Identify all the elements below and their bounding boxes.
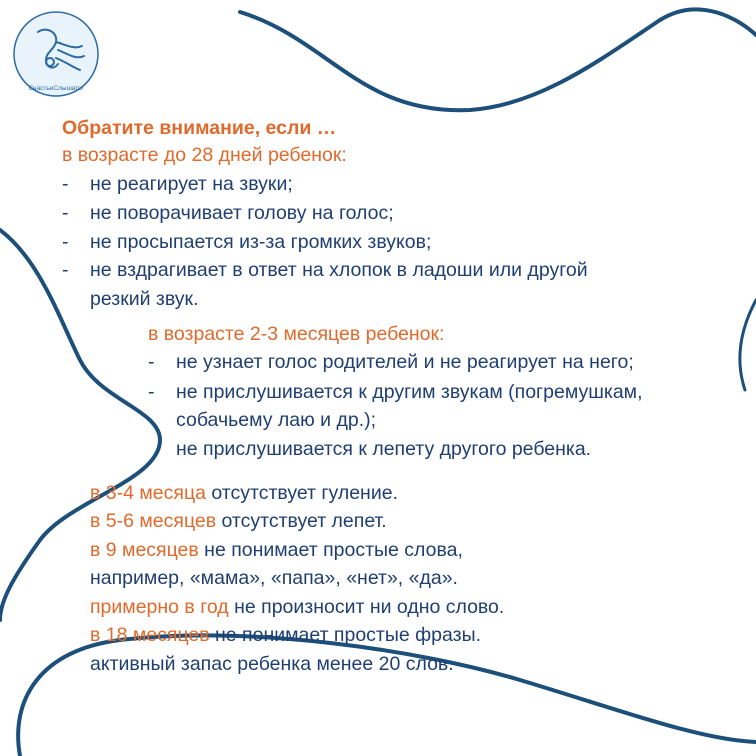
milestone-text: не понимает простые фразы.	[209, 624, 482, 646]
milestone-line	[90, 566, 458, 590]
section2-item: собачьему лаю и др.);	[176, 409, 377, 431]
list-dash: -	[62, 202, 69, 224]
section2-item: не прислушивается к лепету другого ребенка.	[176, 438, 592, 460]
list-dash: -	[148, 381, 155, 403]
milestone-text: не произносит ни одно слово.	[228, 596, 505, 618]
milestone-line	[90, 509, 387, 533]
milestone-line	[90, 538, 463, 562]
milestone-age: в 5-6 месяцев	[90, 510, 217, 532]
list-dash: -	[62, 259, 69, 281]
milestone-age: в 18 месяцев	[90, 624, 210, 646]
milestone-age: в 9 месяцев	[90, 539, 199, 561]
list-dash: -	[148, 351, 155, 373]
milestone-text: отсутствует гуление.	[205, 482, 398, 504]
title: Обратите внимание, если …	[62, 117, 337, 139]
logo-text: СчастьеСлышать!	[28, 85, 84, 92]
section1-item: не поворачивает голову на голос;	[90, 202, 394, 224]
milestone-line	[90, 652, 454, 676]
section1-item: не просыпается из-за громких звуков;	[90, 231, 432, 253]
milestone-text: отсутствует лепет.	[216, 510, 387, 532]
section2-item: не прислушивается к другим звукам (погремушкам,	[176, 381, 643, 403]
section2-item: не узнает голос родителей и не реагирует на него;	[176, 351, 634, 373]
section1-item: не реагирует на звуки;	[90, 173, 293, 195]
section2-heading: в возрасте 2-3 месяцев ребенок:	[148, 323, 445, 345]
milestone-age: примерно в год	[90, 596, 229, 618]
milestone-line	[90, 595, 504, 619]
section1-item: резкий звук.	[90, 288, 199, 310]
milestone-text: активный запас ребенка менее 20 слов.	[90, 653, 454, 675]
section1-heading: в возрасте до 28 дней ребенок:	[62, 144, 347, 166]
milestone-line	[90, 623, 481, 647]
milestone-text: например, «мама», «папа», «нет», «да».	[90, 567, 458, 589]
list-dash: -	[62, 173, 69, 195]
milestone-age: в 3-4 месяца	[90, 482, 206, 504]
section1-item: не вздрагивает в ответ на хлопок в ладоши или другой	[90, 259, 588, 281]
list-dash: -	[62, 231, 69, 253]
milestone-text: не понимает простые слова,	[198, 539, 463, 561]
milestone-line	[90, 481, 398, 505]
